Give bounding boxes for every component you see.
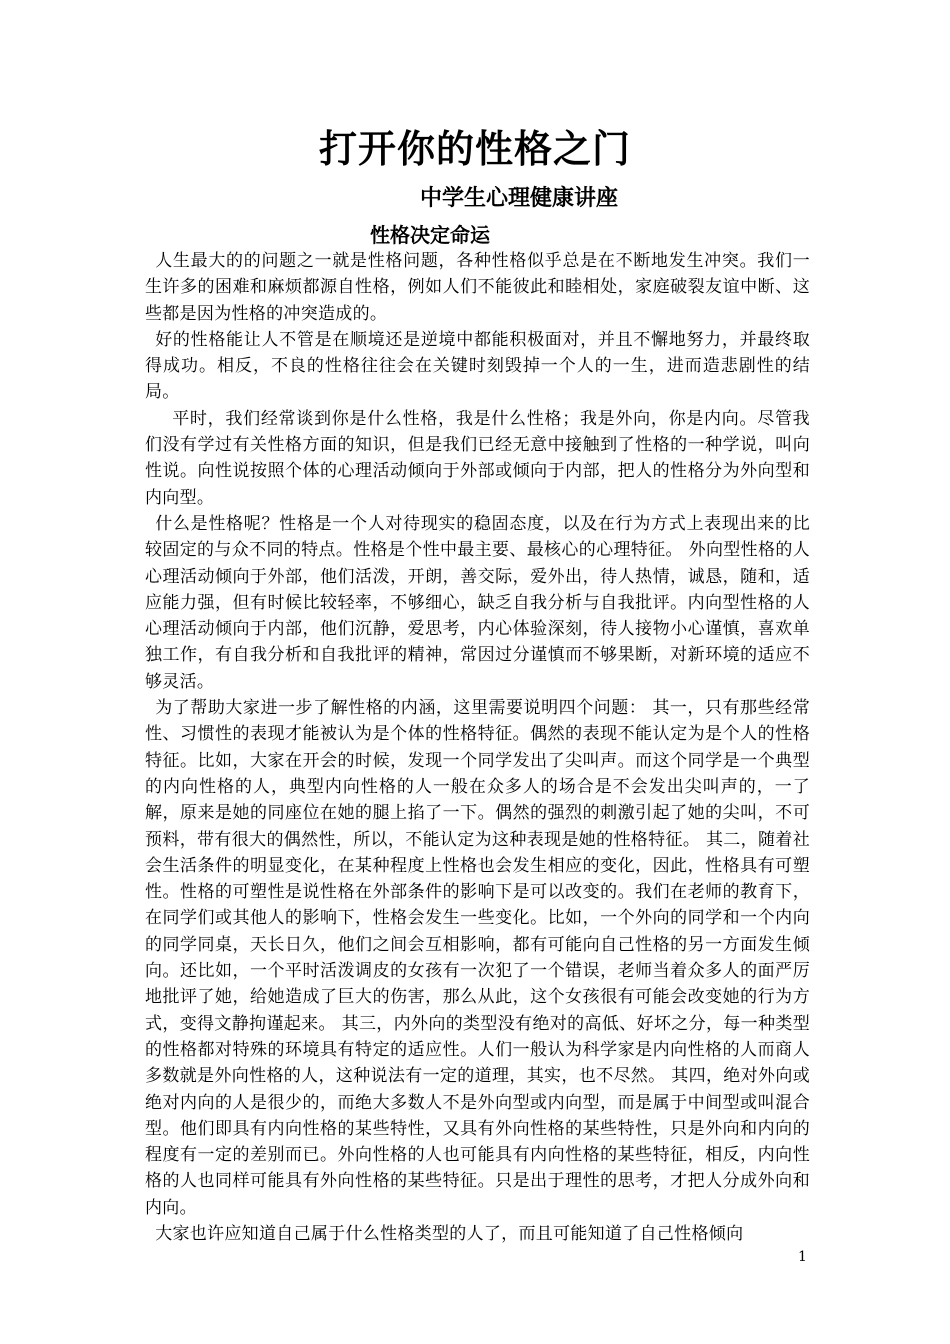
paragraph: 平时，我们经常谈到你是什么性格，我是什么性格；我是外向，你是内向。尽管我们没有学过有关性格方面的知识，但是我们已经无意中接触到了性格的一种学说，叫向性说。向性说按照个体的心理活动倾向于外部或倾向于内部，把人的性格分为外向型和内向型。	[145, 408, 810, 508]
paragraph: 好的性格能让人不管是在顺境还是逆境中都能积极面对，并且不懈地努力，并最终取得成功。相反，不良的性格往往会在关键时刻毁掉一个人的一生，进而造悲剧性的结局。	[145, 329, 810, 403]
paragraph: 什么是性格呢？性格是一个人对待现实的稳固态度，以及在行为方式上表现出来的比较固定的与众不同的特点。性格是个性中最主要、最核心的心理特征。 外向型性格的人心理活动倾向于外部，他们活泼，开朗，善交际，爱外出，待人热情，诚恳，随和，适应能力强，但有时候比较轻率，不够细心，缺乏自我分析与自我批评。内向型性格的人心理活动倾向于内部，他们沉静，爱思考，内心体验深刻，待人接物小心谨慎，喜欢单独工作，有自我分析和自我批评的精神，常因过分谨慎而不够果断，对新环境的适应不够灵活。	[145, 513, 810, 692]
page-number: 1	[798, 1249, 807, 1265]
paragraph: 人生最大的的问题之一就是性格问题，各种性格似乎总是在不断地发生冲突。我们一生许多的困难和麻烦都源自性格，例如人们不能彼此和睦相处，家庭破裂友谊中断、这些都是因为性格的冲突造成的。	[145, 251, 810, 324]
paragraph: 大家也许应知道自己属于什么性格类型的人了，而且可能知道了自己性格倾向	[155, 1223, 744, 1244]
document-title: 打开你的性格之门	[318, 127, 631, 171]
body-text	[145, 248, 810, 1247]
paragraph: 为了帮助大家进一步了解性格的内涵，这里需要说明四个问题： 其一，只有那些经常性、习惯性的表现才能被认为是个体的性格特征。偶然的表现不能认定为是个人的性格特征。比如，大家在开会的时候，发现一个同学发出了尖叫声。而这个同学是一个典型的内向性格的人，典型内向性格的人一般在众多人的场合是不会发出尖叫声的，一了解，原来是她的同座位在她的腿上掐了一下。偶然的强烈的刺激引起了她的尖叫，不可预料，带有很大的偶然性，所以，不能认定为这种表现是她的性格特征。 其二，随着社会生活条件的明显变化，在某种程度上性格也会发生相应的变化，因此，性格具有可塑性。性格的可塑性是说性格在外部条件的影响下是可以改变的。我们在老师的教育下，在同学们或其他人的影响下，性格会发生一些变化。比如，一个外向的同学和一个内向的同学同桌，天长日久，他们之间会互相影响，都有可能向自己性格的另一方面发生倾向。还比如，一个平时活泼调皮的女孩有一次犯了一个错误，老师当着众多人的面严厉地批评了她，给她造成了巨大的伤害，那么从此，这个女孩很有可能会改变她的行为方式，变得文静拘谨起来。 其三，内外向的类型没有绝对的高低、好坏之分，每一种类型的性格都对特殊的环境具有特定的适应性。人们一般认为科学家是内向性格的人而商人多数就是外向性格的人，这种说法有一定的道理，其实，也不尽然。 其四，绝对外向或绝对内向的人是很少的，而绝大多数人不是外向型或内向型，而是属于中间型或叫混合型。他们即具有内向性格的某些特性，又具有外向性格的某些特性，只是外向和内向的程度有一定的差别而已。外向性格的人也可能具有内向性格的某些特征，相反，内向性格的人也同样可能具有外向性格的某些特征。只是出于理性的思考，才把人分成外向和内向。	[145, 698, 810, 1218]
section-heading: 性格决定命运	[370, 223, 490, 247]
document-subtitle: 中学生心理健康讲座	[420, 186, 619, 211]
